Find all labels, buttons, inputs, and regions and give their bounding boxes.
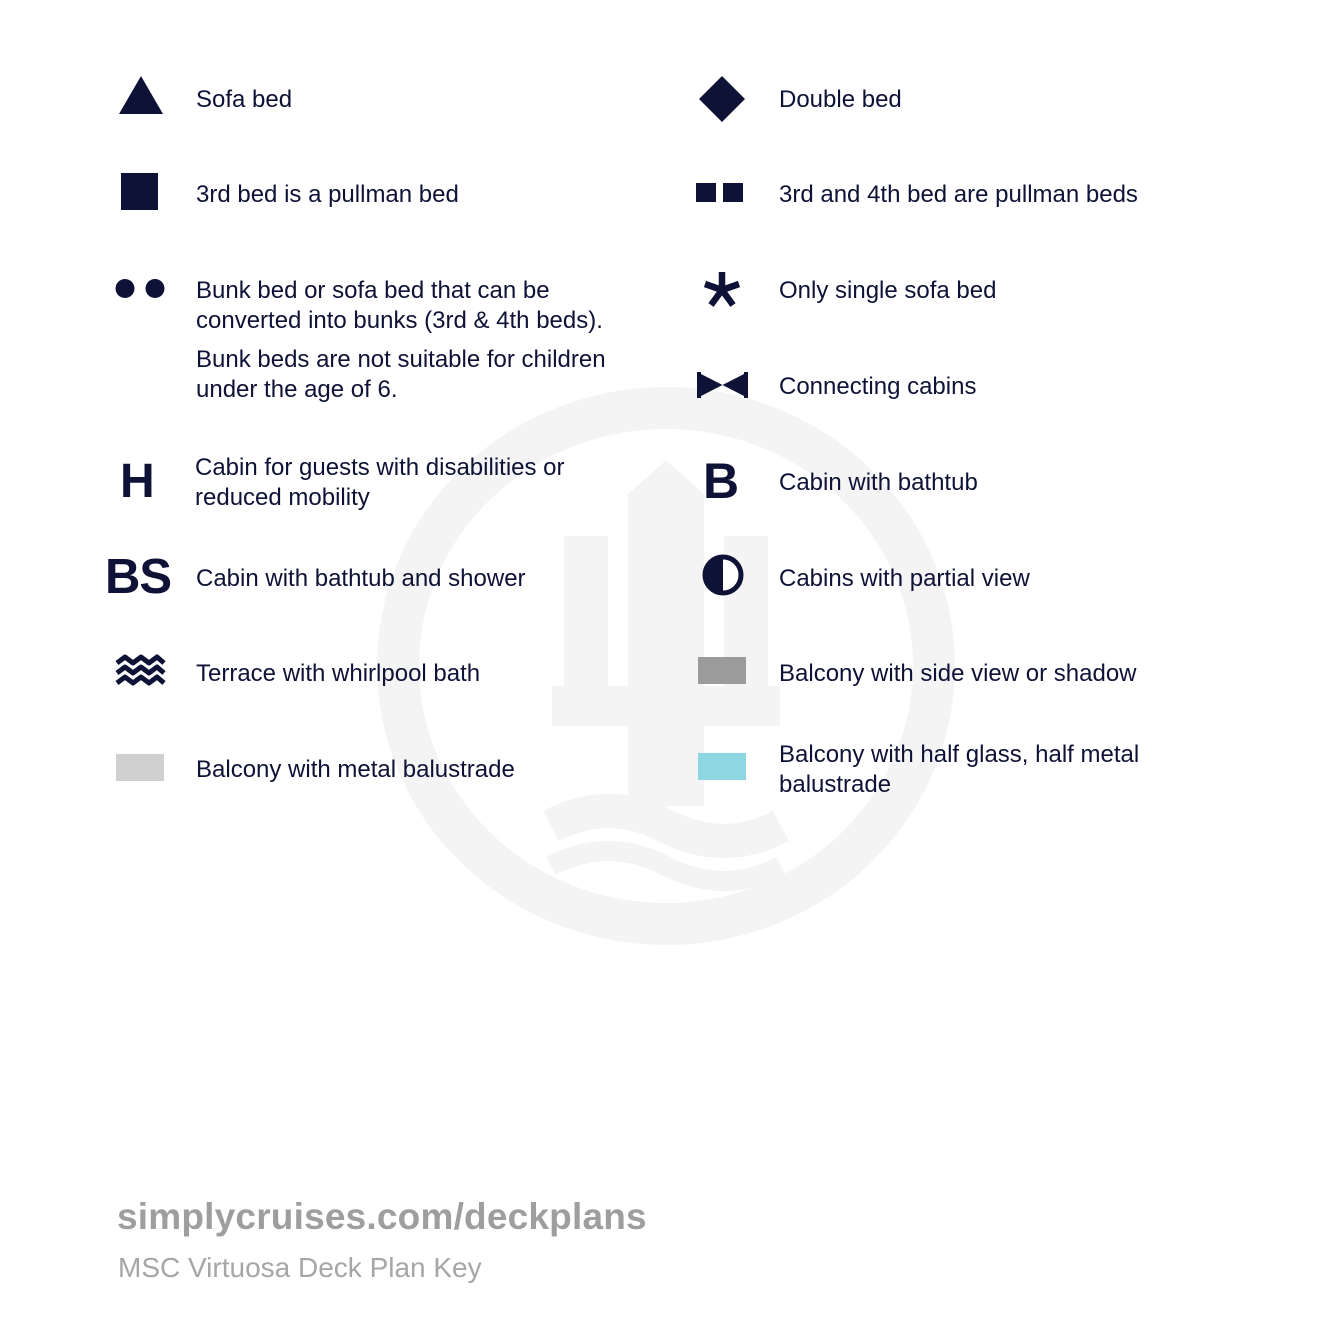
double-square-icon [696,183,744,202]
gray-swatch [698,657,746,684]
diamond-icon [699,76,745,122]
bunk-bed-label-line2: converted into bunks (3rd & 4th beds). [196,307,603,334]
h-disabled-icon: H [120,455,155,508]
bunk-bed-note-line2: under the age of 6. [196,376,398,403]
b-bathtub-icon: B [703,453,740,509]
single-sofa-label: Only single sofa bed [779,277,997,304]
half-glass-label [779,740,1139,800]
light-blue-swatch [698,753,746,780]
half-glass-label-line2: balustrade [779,771,892,798]
metal-balustrade-label: Balcony with metal balustrade [196,756,515,783]
bunk-bed-note-line1: Bunk beds are not suitable for children [196,346,606,373]
disabled-cabin-label-line1: Cabin for guests with disabilities or [195,454,565,481]
pullman-bed-label: 3rd bed is a pullman bed [196,181,459,208]
bunk-bed-label [196,276,606,405]
double-bed-label: Double bed [779,86,902,113]
half-glass-label-line1: Balcony with half glass, half metal [779,741,1140,768]
triangle-icon [119,76,163,114]
pullman-beds-label: 3rd and 4th bed are pullman beds [779,181,1138,208]
asterisk-icon [702,270,742,310]
disabled-cabin-label-line2: reduced mobility [195,484,370,511]
bathtub-label: Cabin with bathtub [779,469,978,496]
side-view-label: Balcony with side view or shadow [779,660,1137,687]
connecting-cabins-label: Connecting cabins [779,373,977,400]
footer-subtitle: MSC Virtuosa Deck Plan Key [118,1252,482,1283]
half-circle-icon [702,554,744,596]
sofa-bed-label: Sofa bed [196,86,293,113]
footer-url: simplycruises.com/deckplans [117,1196,647,1237]
light-gray-swatch [116,754,164,781]
partial-view-label: Cabins with partial view [779,565,1030,592]
whirlpool-label: Terrace with whirlpool bath [196,660,481,687]
bs-bathtub-shower-icon: BS [105,550,172,604]
connecting-cabins-icon [697,372,748,398]
double-dot-icon [115,278,166,299]
bunk-bed-label-line1: Bunk bed or sofa bed that can be [196,277,550,304]
square-icon [121,173,158,210]
disabled-cabin-label [195,453,565,513]
bathtub-shower-label: Cabin with bathtub and shower [196,565,526,592]
waves-icon [115,654,166,688]
